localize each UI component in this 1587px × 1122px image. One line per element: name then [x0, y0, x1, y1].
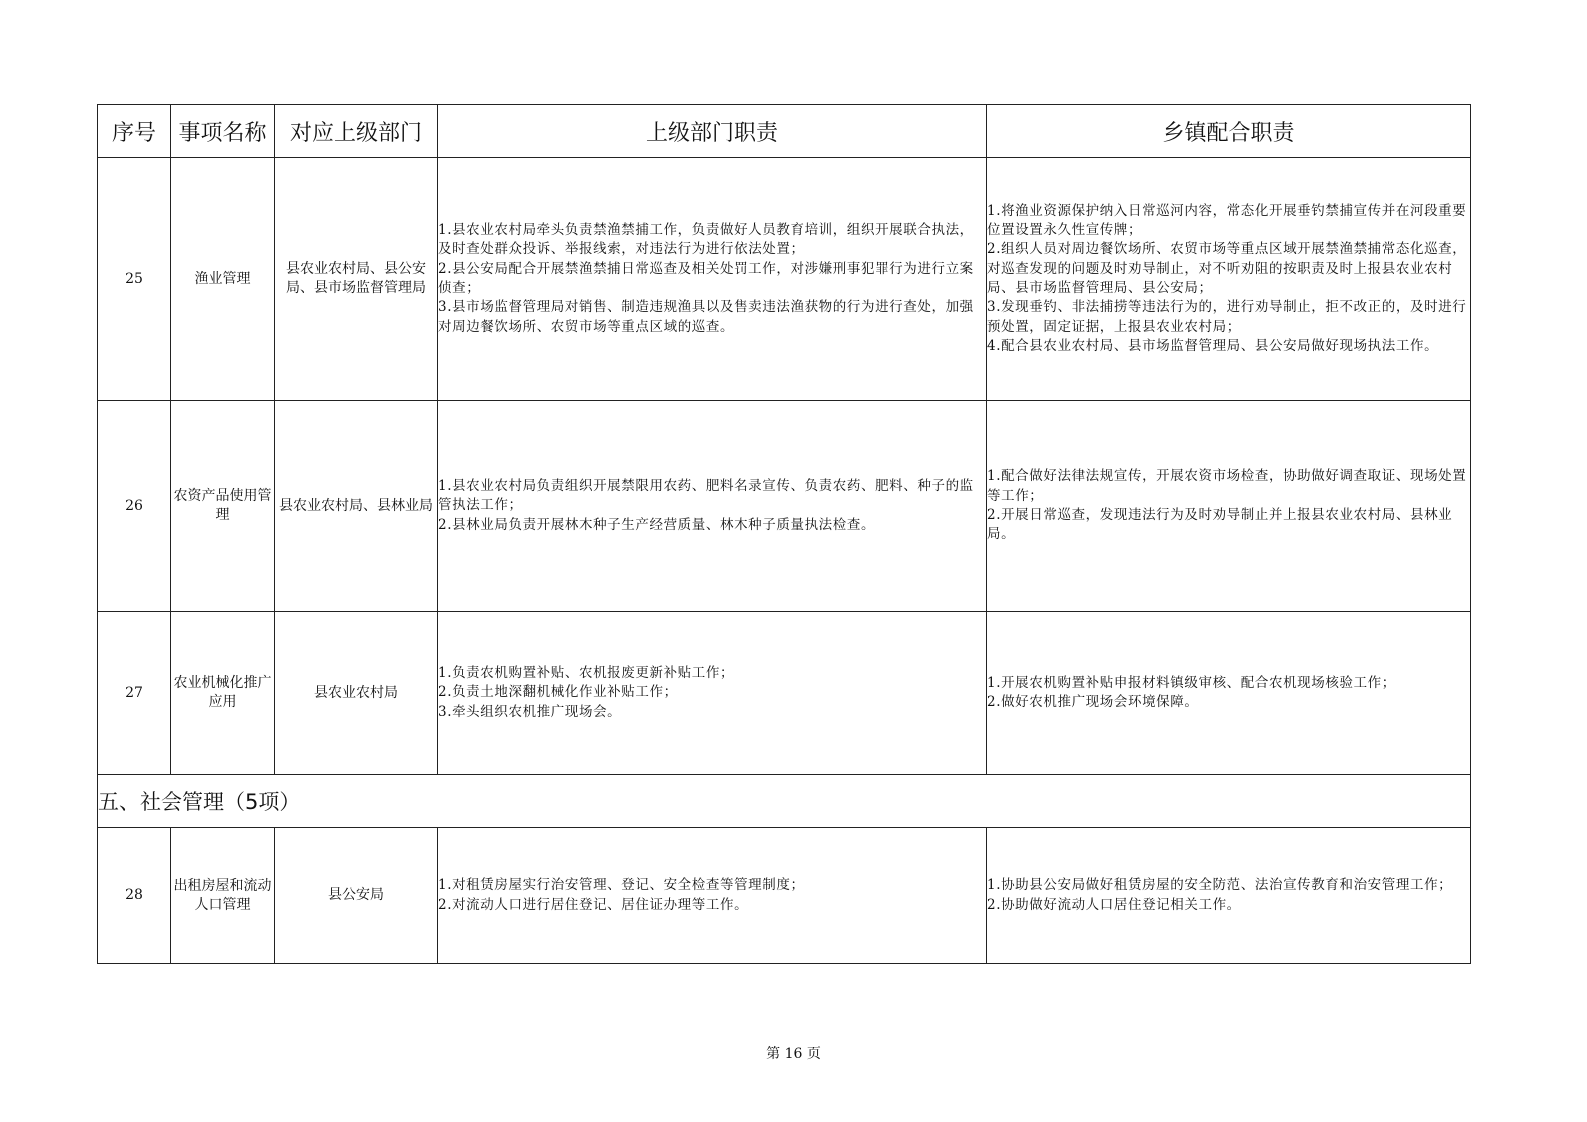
- duty-item: 2.对流动人口进行居住登记、居住证办理等工作。: [438, 896, 749, 913]
- row-dept: 县公安局: [275, 828, 438, 964]
- row-dept: 县农业农村局、县林业局: [275, 401, 438, 612]
- duty-item: 2.县公安局配合开展禁渔禁捕日常巡查及相关处罚工作，对涉嫌刑事犯罪行为进行立案侦查；: [438, 260, 974, 296]
- duty-item: 1.开展农机购置补贴申报材料镇级审核、配合农机现场核验工作；: [987, 674, 1396, 691]
- duty-item: 2.做好农机推广现场会环境保障。: [987, 694, 1199, 710]
- duty-item: 1.将渔业资源保护纳入日常巡河内容，常态化开展垂钓禁捕宣传并在河段重要位置设置永久性宣传牌；: [987, 202, 1467, 239]
- row-name: 农业机械化推广应用: [171, 612, 275, 775]
- duty-item: 2.协助做好流动人口居住登记相关工作。: [987, 896, 1241, 913]
- duty-table: [97, 104, 1471, 964]
- header-seq: 序号: [98, 105, 171, 158]
- row-name: 渔业管理: [171, 158, 275, 401]
- duty-item: 2.县林业局负责开展林木种子生产经营质量、林木种子质量执法检查。: [438, 516, 876, 533]
- duty-item: 4.配合县农业农村局、县市场监督管理局、县公安局做好现场执法工作。: [987, 337, 1439, 354]
- header-row: [98, 105, 1471, 158]
- duty-item: 1.协助县公安局做好租赁房屋的安全防范、法治宣传教育和治安管理工作；: [987, 877, 1453, 894]
- duty-item: 1.对租赁房屋实行治安管理、登记、安全检查等管理制度；: [438, 877, 805, 894]
- row-upper-duty: [438, 158, 987, 401]
- row-town-duty: [987, 612, 1471, 775]
- row-town-duty: [987, 828, 1471, 964]
- duty-item: 1.县农业农村局牵头负责禁渔禁捕工作，负责做好人员教育培训，组织开展联合执法，及时查处群众投诉、举报线索，对违法行为进行依法处置；: [438, 222, 974, 258]
- row-upper-duty: [438, 828, 987, 964]
- section-title: 五、社会管理（5项）: [98, 775, 1471, 828]
- row-upper-duty: [438, 612, 987, 775]
- table-row: [98, 612, 1471, 775]
- row-seq: 27: [98, 612, 171, 775]
- page-number: 第 16 页: [766, 1046, 821, 1062]
- duty-item: 1.配合做好法律法规宣传，开展农资市场检查，协助做好调查取证、现场处置等工作；: [987, 468, 1467, 504]
- header-name: 事项名称: [171, 105, 275, 158]
- row-name: 农资产品使用管理: [171, 401, 275, 612]
- row-name: 出租房屋和流动人口管理: [171, 828, 275, 964]
- row-upper-duty: [438, 401, 987, 612]
- duty-item: 1.县农业农村局负责组织开展禁限用农药、肥料名录宣传、负责农药、肥料、种子的监管执法工作；: [438, 478, 974, 514]
- duty-item: 1.负责农机购置补贴、农机报废更新补贴工作；: [438, 665, 735, 682]
- row-seq: 26: [98, 401, 171, 612]
- duty-item: 2.开展日常巡查，发现违法行为及时劝导制止并上报县农业农村局、县林业局。: [987, 507, 1453, 543]
- row-town-duty: [987, 158, 1471, 401]
- section-row: [98, 775, 1471, 828]
- table-row: [98, 828, 1471, 964]
- row-town-duty: [987, 401, 1471, 612]
- duty-item: 2.组织人员对周边餐饮场所、农贸市场等重点区域开展禁渔禁捕常态化巡查，对巡查发现的问题及时劝导制止，对不听劝阻的按职责及时上报县农业农村局、县市场监督管理局、县公安局；: [987, 241, 1467, 296]
- header-upper-duty: 上级部门职责: [438, 105, 987, 158]
- header-dept: 对应上级部门: [275, 105, 438, 158]
- row-dept: 县农业农村局: [275, 612, 438, 775]
- duty-item: 3.牵头组织农机推广现场会。: [438, 703, 622, 720]
- row-seq: 28: [98, 828, 171, 964]
- table-row: [98, 401, 1471, 612]
- header-town-duty: 乡镇配合职责: [987, 105, 1471, 158]
- duty-item: 3.发现垂钓、非法捕捞等违法行为的，进行劝导制止，拒不改正的，及时进行预处置，固定证据，上报县农业农村局；: [987, 299, 1467, 335]
- row-seq: 25: [98, 158, 171, 401]
- duty-item: 3.县市场监督管理局对销售、制造违规渔具以及售卖违法渔获物的行为进行查处，加强对周边餐饮场所、农贸市场等重点区域的巡查。: [438, 299, 974, 335]
- table-row: [98, 158, 1471, 401]
- row-dept: 县农业农村局、县公安局、县市场监督管理局: [275, 158, 438, 401]
- duty-item: 2.负责土地深翻机械化作业补贴工作；: [438, 684, 678, 701]
